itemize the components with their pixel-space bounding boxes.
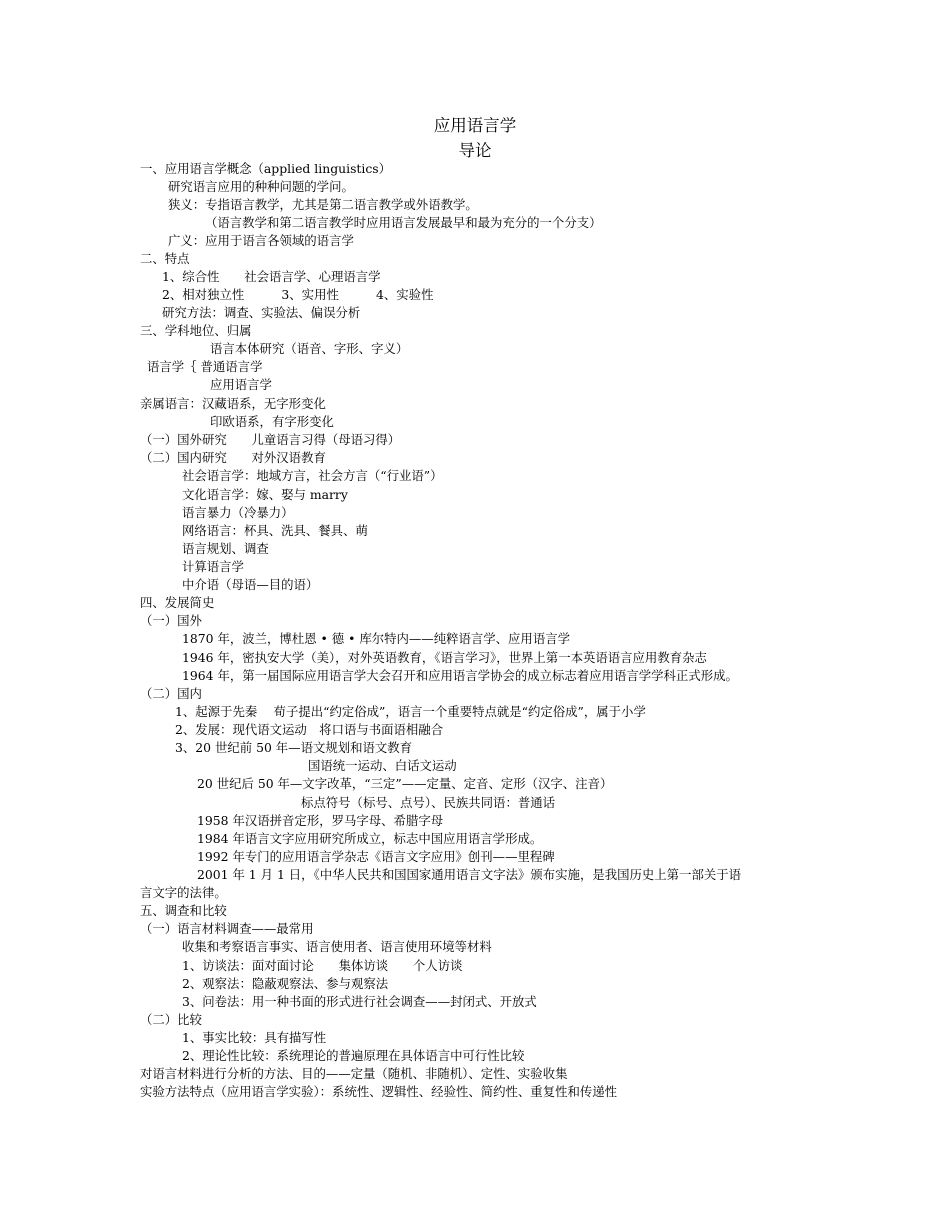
text-line: 应用语言学 bbox=[210, 377, 272, 392]
text-line: 2、相对独立性 3、实用性 4、实验性 bbox=[162, 287, 434, 302]
text-line: 狭义：专指语言教学，尤其是第二语言教学或外语教学。 bbox=[168, 197, 478, 212]
text-line: 1964 年，第一届国际应用语言学大会召开和应用语言学协会的成立标志着应用语言学学科正式形成。 bbox=[182, 668, 738, 683]
text-line: 1946 年，密执安大学（美），对外英语教育，《语言学习》，世界上第一本英语语言应用教育杂志 bbox=[182, 650, 707, 665]
text-line: 国语统一运动、白话文运动 bbox=[308, 758, 457, 773]
section-1-heading: 一、应用语言学概念（applied linguistics） bbox=[140, 161, 392, 176]
text-line: （二）比较 bbox=[140, 1012, 202, 1027]
text-line: 语言本体研究（语音、字形、字义） bbox=[210, 341, 409, 356]
text-line: 1、起源于先秦 荀子提出“约定俗成”，语言一个重要特点就是“约定俗成”，属于小学 bbox=[175, 704, 646, 719]
text-line: 语言规划、调查 bbox=[182, 541, 269, 556]
text-line: 1、综合性 社会语言学、心理语言学 bbox=[162, 269, 381, 284]
text-line: 印欧语系，有字形变化 bbox=[210, 414, 334, 429]
text-line: 对语言材料进行分析的方法、目的——定量（随机、非随机）、定性、实验收集 bbox=[140, 1066, 568, 1081]
text-line: 中介语（母语—目的语） bbox=[182, 577, 319, 592]
text-line: 3、20 世纪前 50 年—语文规划和语文教育 bbox=[175, 740, 413, 755]
page-subtitle: 导论 bbox=[458, 141, 492, 160]
text-line: 语言暴力（冷暴力） bbox=[182, 505, 294, 520]
text-line: （一）国外 bbox=[140, 613, 202, 628]
text-line: 语言学｛ 普通语言学 bbox=[147, 359, 263, 374]
text-line: 1、事实比较：具有描写性 bbox=[182, 1030, 327, 1045]
text-line: 实验方法特点（应用语言学实验）：系统性、逻辑性、经验性、简约性、重复性和传递性 bbox=[140, 1084, 618, 1099]
text-line: 研究方法：调查、实验法、偏误分析 bbox=[162, 305, 361, 320]
text-line: 2、发展：现代语文运动 将口语与书面语相融合 bbox=[175, 722, 444, 737]
section-5-heading: 五、调查和比较 bbox=[140, 903, 227, 918]
text-line: 广义：应用于语言各领域的语言学 bbox=[168, 233, 354, 248]
text-line: 计算语言学 bbox=[182, 559, 244, 574]
text-line: 2、观察法：隐蔽观察法、参与观察法 bbox=[182, 976, 389, 991]
text-line: 文化语言学：嫁、娶与 marry bbox=[182, 487, 348, 502]
text-line: 1984 年语言文字应用研究所成立，标志中国应用语言学形成。 bbox=[197, 831, 543, 846]
text-line: 3、问卷法：用一种书面的形式进行社会调查——封闭式、开放式 bbox=[182, 994, 537, 1009]
text-line: （二）国内 bbox=[140, 686, 202, 701]
text-line: 1、访谈法：面对面讨论 集体访谈 个人访谈 bbox=[182, 958, 463, 973]
text-line: 标点符号（标号、点号）、民族共同语：普通话 bbox=[301, 795, 556, 810]
text-line: 1992 年专门的应用语言学杂志《语言文字应用》创刊——里程碑 bbox=[197, 849, 555, 864]
section-2-heading: 二、特点 bbox=[140, 251, 190, 266]
text-line: 网络语言：杯具、洗具、餐具、萌 bbox=[182, 523, 368, 538]
section-4-heading: 四、发展简史 bbox=[140, 595, 215, 610]
text-line: 1870 年，波兰，博杜恩 • 德 • 库尔特内——纯粹语言学、应用语言学 bbox=[182, 631, 570, 646]
text-line: 2001 年 1 月 1 日，《中华人民共和国国家通用语言文字法》颁布实施，是我国历史上第一部关于语 bbox=[197, 867, 742, 882]
text-line: 1958 年汉语拼音定形，罗马字母、希腊字母 bbox=[197, 813, 444, 828]
text-line: 收集和考察语言事实、语言使用者、语言使用环境等材料 bbox=[182, 939, 492, 954]
text-line: （二）国内研究 对外汉语教育 bbox=[140, 450, 326, 465]
text-line: （语言教学和第二语言教学时应用语言发展最早和最为充分的一个分支） bbox=[205, 215, 602, 230]
text-line: （一）国外研究 儿童语言习得（母语习得） bbox=[140, 432, 401, 447]
text-line: 2、理论性比较：系统理论的普遍原理在具体语言中可行性比较 bbox=[182, 1048, 525, 1063]
text-line: 社会语言学：地域方言，社会方言（“行业语”） bbox=[182, 468, 443, 483]
section-3-heading: 三、学科地位、归属 bbox=[140, 323, 252, 338]
page-title: 应用语言学 bbox=[433, 116, 517, 135]
text-line: （一）语言材料调查——最常用 bbox=[140, 921, 314, 936]
text-line: 亲属语言：汉藏语系，无字形变化 bbox=[140, 396, 326, 411]
text-line: 言文字的法律。 bbox=[140, 885, 227, 900]
text-line: 20 世纪后 50 年—文字改革，“三定”——定量、定音、定形（汉字、注音） bbox=[197, 776, 613, 791]
text-line: 研究语言应用的种种问题的学问。 bbox=[168, 179, 354, 194]
